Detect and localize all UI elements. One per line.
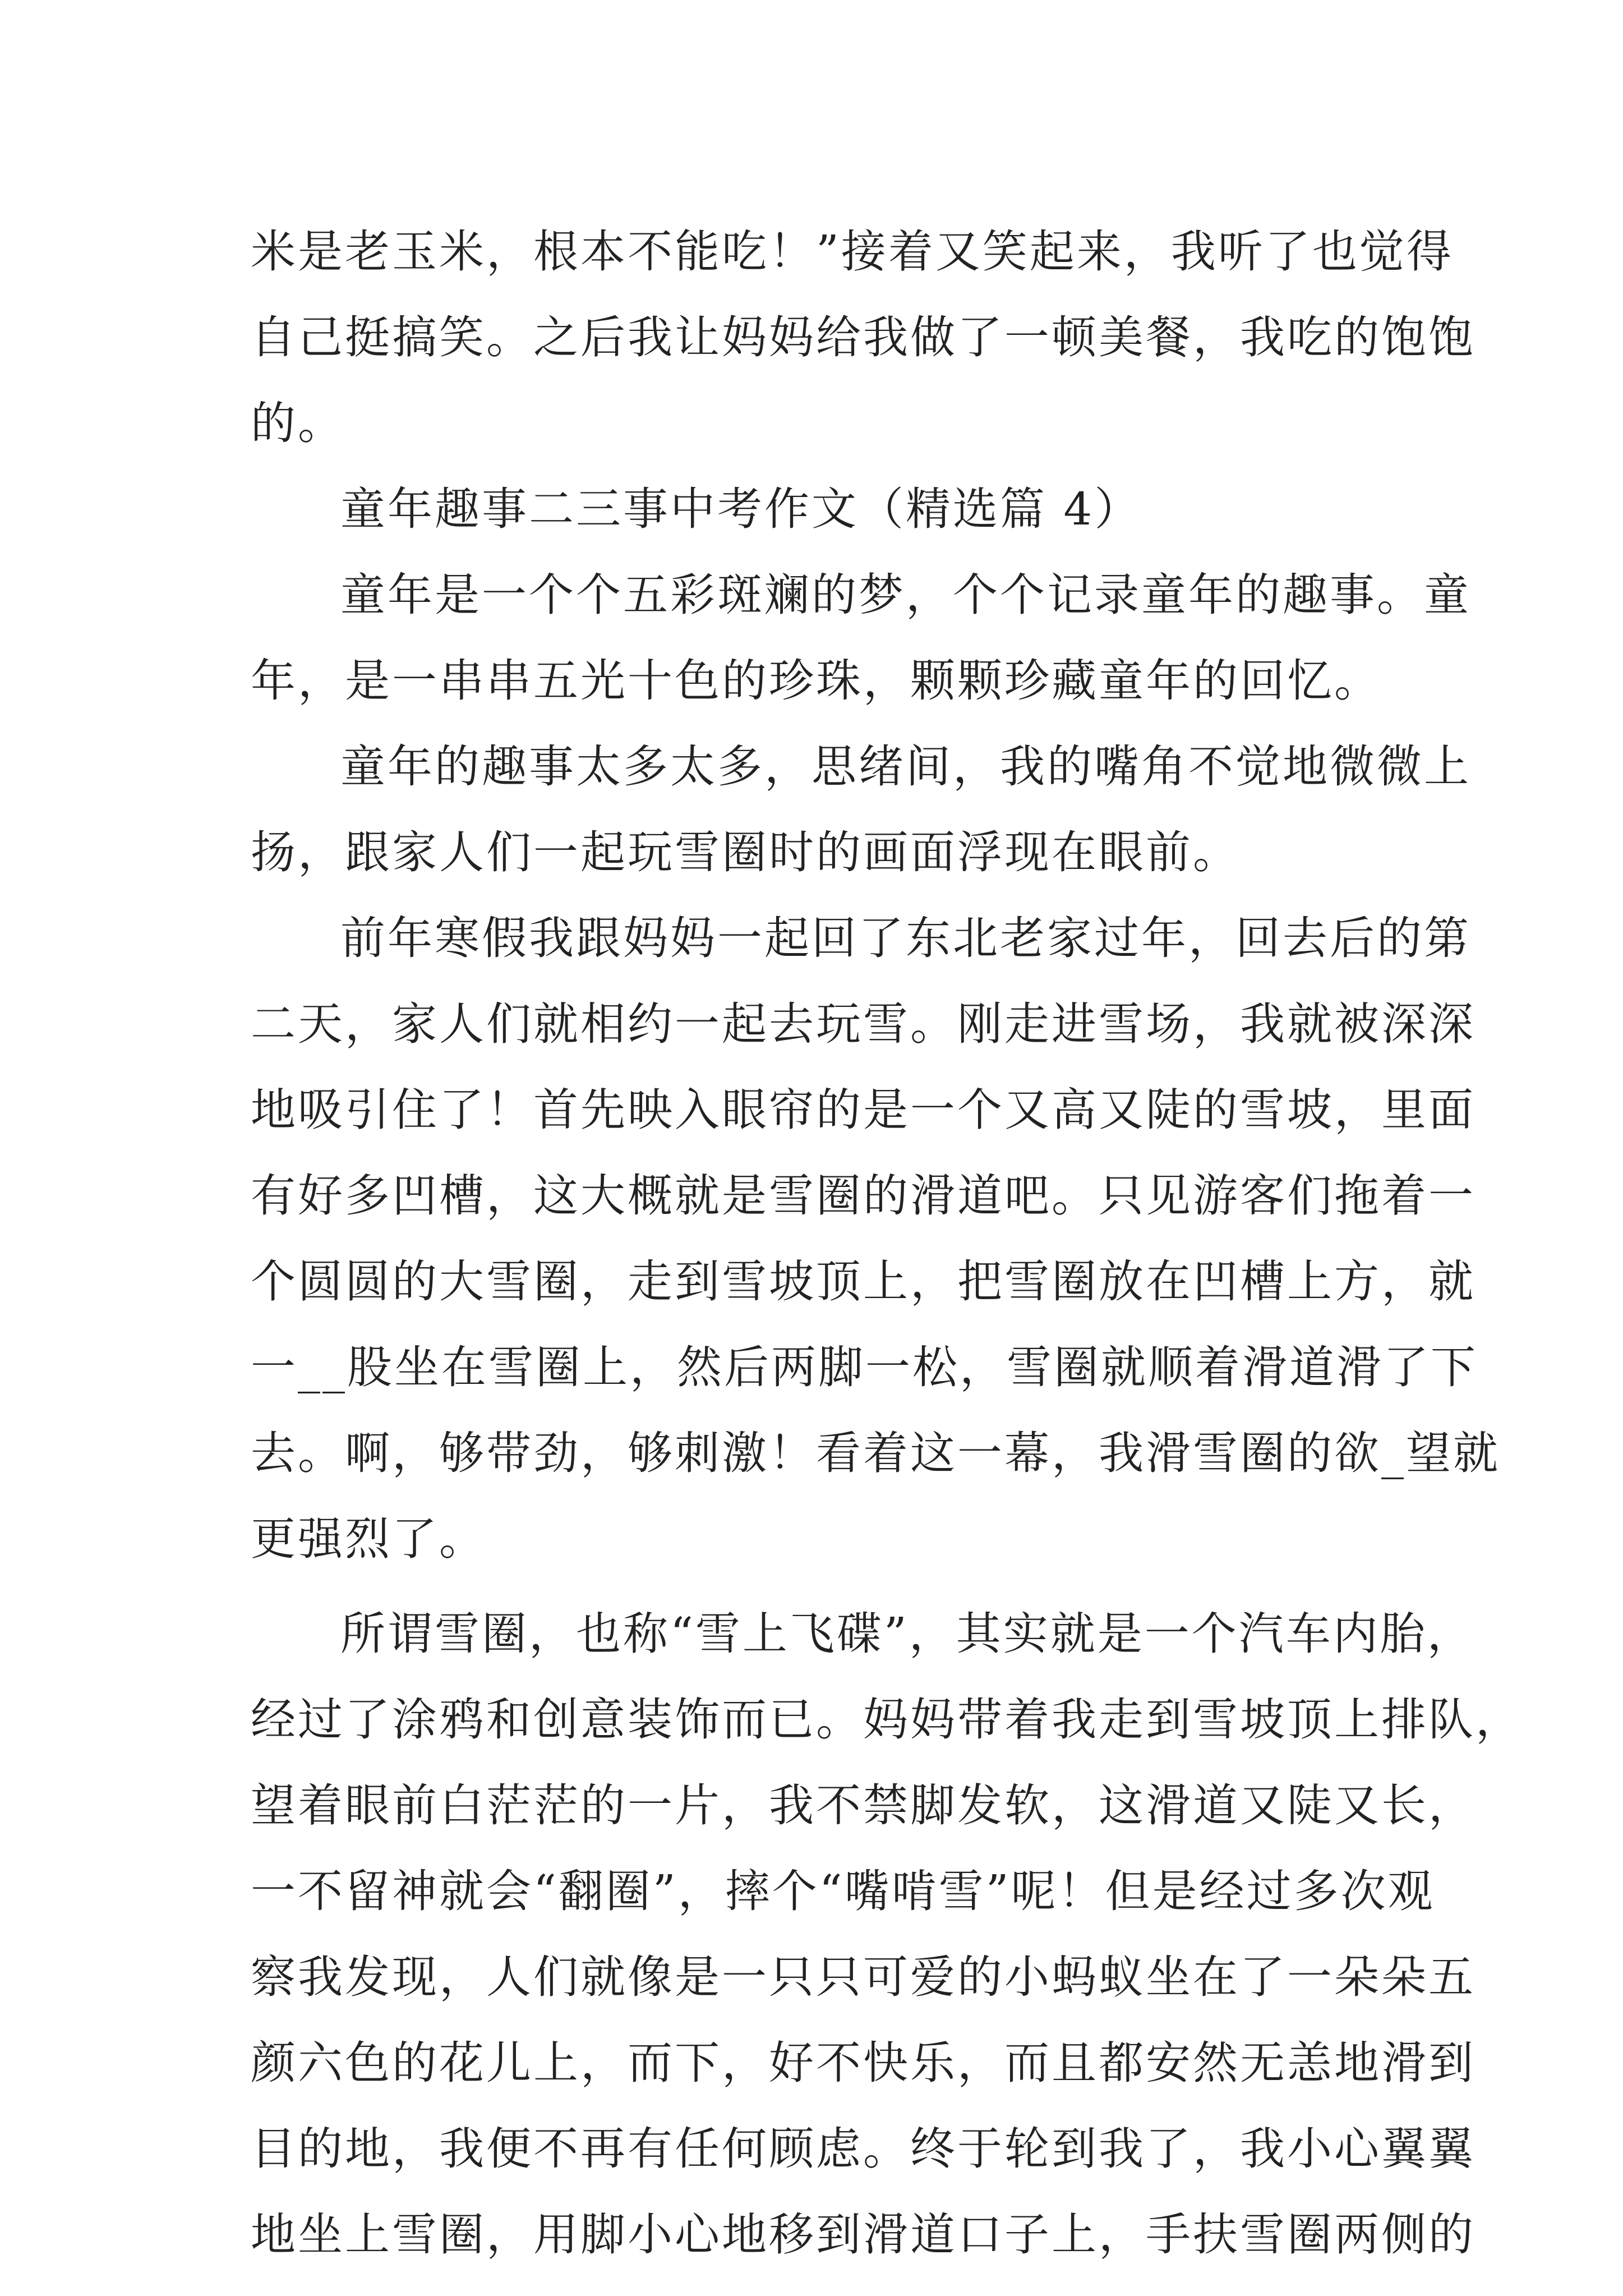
text-line: 望着眼前白茫茫的一片，我不禁脚发软，这滑道又陡又长， — [251, 1779, 1476, 1832]
essay-text — [251, 209, 1523, 2277]
text-line: 更强烈了。 — [251, 1513, 486, 1565]
text-line: 一__股坐在雪圈上，然后两脚一松，雪圈就顺着滑道滑了下 — [251, 1341, 1478, 1393]
text-line: 个圆圆的大雪圈，走到雪坡顶上，把雪圈放在凹槽上方，就 — [251, 1255, 1476, 1308]
text-line: 地吸引住了！首先映入眼帘的是一个又高又陡的雪坡，里面 — [251, 1084, 1476, 1136]
text-line: 二天，家人们就相约一起去玩雪。刚走进雪场，我就被深深 — [251, 998, 1476, 1050]
text-line: 有好多凹槽，这大概就是雪圈的滑道吧。只见游客们拖着一 — [251, 1170, 1476, 1222]
text-line: 一不留神就会“翻圈”，摔个“嘴啃雪”呢！但是经过多次观 — [251, 1865, 1435, 1917]
section-heading: 童年趣事二三事中考作文（精选篇 4） — [340, 483, 1142, 535]
text-line: 察我发现，人们就像是一只只可爱的小蚂蚁坐在了一朵朵五 — [251, 1951, 1476, 2003]
text-line: 扬，跟家人们一起玩雪圈时的画面浮现在眼前。 — [251, 826, 1240, 878]
text-line: 经过了涂鸦和创意装饰而已。妈妈带着我走到雪坡顶上排队， — [251, 1694, 1523, 1746]
text-line: 年，是一串串五光十色的珍珠，颗颗珍藏童年的回忆。 — [251, 655, 1381, 707]
text-line: 童年的趣事太多太多，思绪间，我的嘴角不觉地微微上 — [340, 740, 1471, 793]
text-line: 地坐上雪圈，用脚小心地移到滑道口子上，手扶雪圈两侧的 — [251, 2208, 1476, 2261]
text-line: 前年寒假我跟妈妈一起回了东北老家过年，回去后的第 — [340, 912, 1471, 964]
text-line: 所谓雪圈，也称“雪上飞碟”，其实就是一个汽车内胎， — [340, 1608, 1474, 1660]
text-line: 的。 — [251, 397, 345, 449]
text-line: 米是老玉米，根本不能吃！”接着又笑起来，我听了也觉得 — [251, 226, 1454, 278]
text-line: 颜六色的花儿上，而下，好不快乐，而且都安然无恙地滑到 — [251, 2037, 1476, 2089]
text-line: 去。啊，够带劲，够刺激！看着这一幕，我滑雪圈的欲_望就 — [251, 1427, 1500, 1479]
text-line: 童年是一个个五彩斑斓的梦，个个记录童年的趣事。童 — [340, 569, 1471, 621]
text-line: 目的地，我便不再有任何顾虑。终于轮到我了，我小心翼翼 — [251, 2123, 1476, 2175]
text-line: 自己挺搞笑。之后我让妈妈给我做了一顿美餐，我吃的饱饱 — [251, 311, 1476, 364]
